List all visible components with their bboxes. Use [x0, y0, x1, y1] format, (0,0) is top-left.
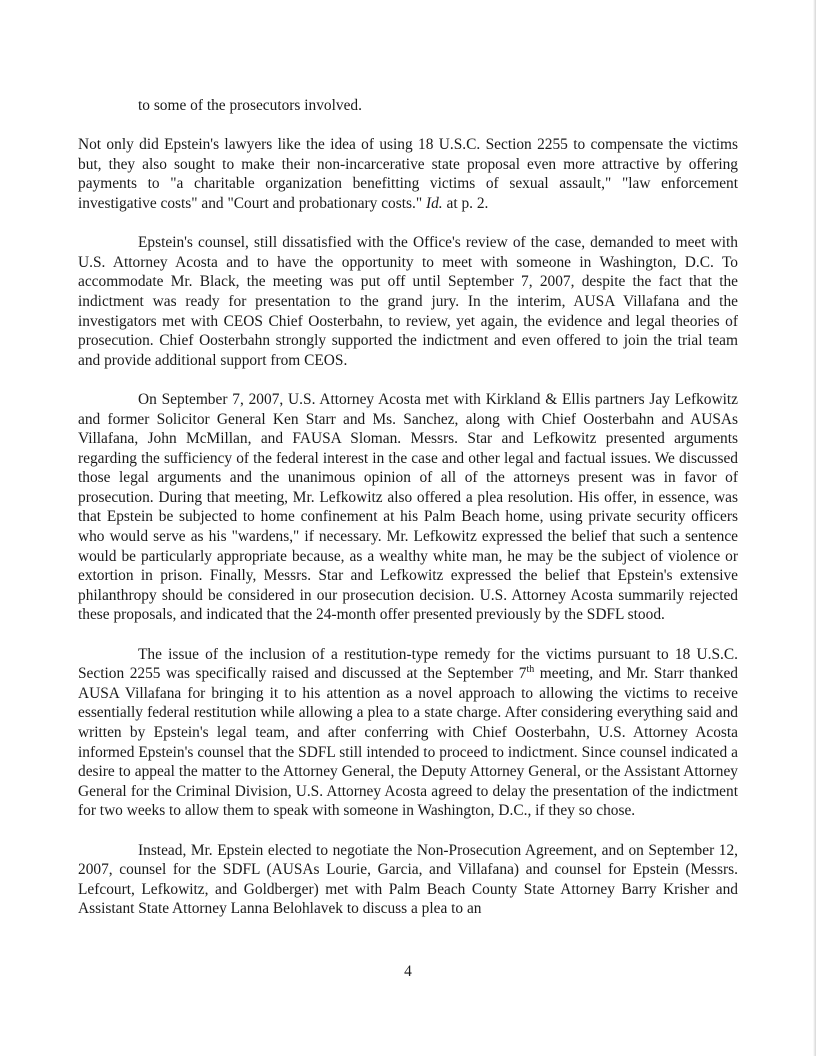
paragraph-restitution — [78, 645, 738, 821]
paragraph-non-prosecution-agreement: Instead, Mr. Epstein elected to negotiate the Non-Prosecution Agreement, and on September 12, 2007, counsel for the SDFL (AUSAs Lourie, Garcia, and Villafana) and counsel for Epstein (Messrs. Lefcourt, Lefkowitz, and Goldberger) met with Palm Beach County State Attorney Barry Krisher and Assistant State Attorney Lanna Belohlavek to discuss a plea to an — [78, 841, 738, 918]
citation-pin: at p. 2. — [446, 194, 489, 212]
paragraph-september-7-meeting: On September 7, 2007, U.S. Attorney Acosta met with Kirkland & Ellis partners Jay Lefkowitz and former Solicitor General Ken Starr and Ms. Sanchez, along with Chief Oosterbahn and AUSAs Villafana, John McMillan, and FAUSA Sloman. Messrs. Star and Lefkowitz presented arguments regarding the sufficiency of the federal interest in the case and other legal and factual issues. We discussed those legal arguments and the unanimous opinion of all of the attorneys present was in favor of prosecution. During that meeting, Mr. Lefkowitz also offered a plea resolution. His offer, in essence, was that Epstein be subjected to home confinement at his Palm Beach home, using private security officers who would serve as his "wardens," if necessary. Mr. Lefkowitz expressed the belief that such a sentence would be particularly appropriate because, as a wealthy white man, he may be the subject of violence or extortion in prison. Finally, Messrs. Star and Lefkowitz expressed the belief that Epstein's extensive philanthropy should be considered in our prosecution decision. U.S. Attorney Acosta summarily rejected these proposals, and indicated that the 24-month offer presented previously by the SDFL stood. — [78, 390, 738, 624]
body-text — [78, 96, 738, 919]
citation-id: Id. — [425, 194, 443, 212]
paragraph-text: Not only did Epstein's lawyers like the idea of using 18 U.S.C. Section 2255 to compensate the victims but, they also sought to make their non-incarcerative state proposal even more attractive by offering payments to "a charitable organization benefitting victims of sexual assault," "law enforcement investigative costs" and "Court and probationary costs." — [78, 136, 738, 212]
continued-paragraph: to some of the prosecutors involved. — [138, 97, 362, 114]
ordinal-superscript: th — [526, 664, 535, 676]
restitution-text-end: meeting, and Mr. Starr thanked AUSA Villafana for bringing it to his attention as a novel approach to allowing the victims to receive essentially federal restitution while allowing a plea to a state charge. After considering everything said and written by Epstein's legal team, and after conferring with Chief Oosterbahn, U.S. Attorney Acosta informed Epstein's counsel that the SDFL still intended to proceed to indictment. Since counsel indicated a desire to appeal the matter to the Attorney General, the Deputy Attorney General, or the Assistant Attorney General for the Criminal Division, U.S. Attorney Acosta agreed to delay the presentation of the indictment for two weeks to allow them to speak with someone in Washington, D.C., if they so chose. — [78, 665, 738, 820]
paragraph-meeting-request: Epstein's counsel, still dissatisfied with the Office's review of the case, demanded to meet with U.S. Attorney Acosta and to have the opportunity to meet with someone in Washington, D.C. To accommodate Mr. Black, the meeting was put off until September 7, 2007, despite the fact that the indictment was ready for presentation to the grand jury. In the interim, AUSA Villafana and the investigators met with CEOS Chief Oosterbahn, to review, yet again, the evidence and legal theories of prosecution. Chief Oosterbahn strongly supported the indictment and even offered to join the trial team and provide additional support from CEOS. — [78, 234, 738, 369]
page-number: 4 — [404, 963, 412, 980]
restitution-text-start: The issue of the inclusion of a restitution-type remedy for the victims pursuant to 18 U.S.C. Section 2255 was specifically raised and discussed at the September 7 — [78, 645, 738, 683]
paragraph-lawyers-proposal — [78, 135, 738, 213]
